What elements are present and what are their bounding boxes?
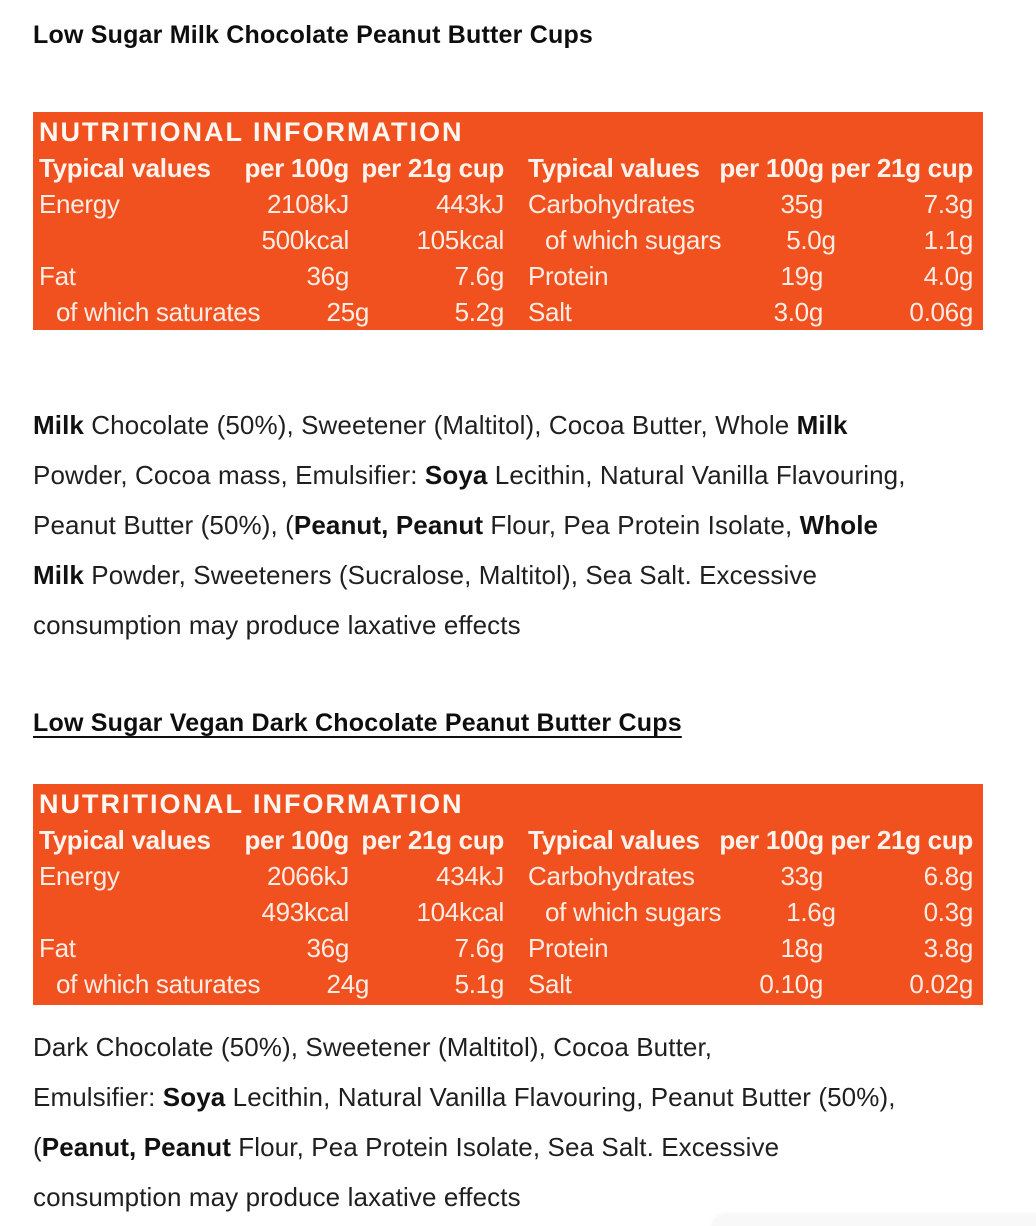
nutrition-value-per-100g: 35g <box>780 189 823 219</box>
nutrition-label: Typical values <box>39 153 211 183</box>
ingredient-text: Chocolate (50%), Sweetener (Maltitol), Cocoa Butter, Whole <box>83 410 797 440</box>
nutrition-column-left <box>39 822 504 1002</box>
ingredient-text: Flour, Pea Protein Isolate, <box>483 510 800 540</box>
nutrition-column-left <box>39 150 504 330</box>
nutrition-label: of which saturates <box>56 969 261 999</box>
nutrition-value-per-cup: 104kcal <box>416 897 504 927</box>
nutrition-value-per-cup: 6.8g <box>923 861 973 891</box>
nutrition-header-row <box>39 150 504 186</box>
nutrition-value-per-100g: 493kcal <box>261 897 349 927</box>
nutrition-label <box>39 894 224 930</box>
nutrition-value-per-100g: 19g <box>780 261 823 291</box>
nutrition-value-per-cup: 4.0g <box>923 261 973 291</box>
nutrition-grid <box>39 822 973 1002</box>
nutrition-row <box>39 966 504 1002</box>
ingredient-text: Lecithin, Natural Vanilla Flavouring, <box>487 460 906 490</box>
nutrition-value-per-cup: per 21g cup <box>830 153 973 183</box>
nutrition-row <box>39 258 504 294</box>
ingredient-text: Peanut Butter (50%), ( <box>33 510 294 540</box>
nutrition-label: Energy <box>39 189 120 219</box>
allergen-emphasis-text: Milk <box>796 410 848 440</box>
nutrition-label: Typical values <box>528 153 700 183</box>
nutrition-column-right <box>528 822 973 1002</box>
nutrition-row <box>528 966 973 1002</box>
allergen-emphasis-text: Milk <box>33 410 84 440</box>
ingredients-vegan-dark-chocolate <box>33 1022 1008 1222</box>
nutrition-value-per-cup: 434kJ <box>436 861 504 891</box>
nutrition-value-per-100g: 33g <box>780 861 823 891</box>
nutrition-label: Salt <box>528 297 572 327</box>
nutrition-value-per-100g: 1.6g <box>786 897 836 927</box>
nutrition-value-per-100g: per 100g <box>719 825 824 855</box>
nutrition-label: Typical values <box>528 825 700 855</box>
nutrition-label: Carbohydrates <box>528 189 695 219</box>
allergen-emphasis-text: Milk <box>33 560 84 590</box>
ingredient-text: Lecithin, Natural Vanilla Flavouring, Peanut Butter (50%), <box>225 1082 896 1112</box>
nutrition-header-row <box>528 822 973 858</box>
nutrition-value-per-cup: 0.02g <box>909 969 973 999</box>
nutrition-table-milk-chocolate <box>33 112 983 330</box>
nutrition-header-row <box>528 150 973 186</box>
ingredient-text: Emulsifier: <box>33 1082 163 1112</box>
ingredient-text: ( <box>33 1132 42 1162</box>
nutrition-value-per-cup: 443kJ <box>436 189 504 219</box>
nutrition-value-per-cup: 7.6g <box>454 933 504 963</box>
nutrition-row <box>528 258 973 294</box>
nutrition-column-right <box>528 150 973 330</box>
nutrition-header-row <box>39 822 504 858</box>
nutrition-value-per-100g: 0.10g <box>759 969 823 999</box>
nutrition-label: of which sugars <box>545 225 722 255</box>
nutrition-value-per-cup: 5.1g <box>454 969 504 999</box>
ingredients-milk-chocolate <box>33 400 1008 650</box>
ingredient-text: Powder, Sweeteners (Sucralose, Maltitol), Sea Salt. Excessive <box>83 560 818 590</box>
allergen-emphasis-text: Soya <box>162 1082 226 1112</box>
ingredient-text: consumption may produce laxative effects <box>33 1182 521 1212</box>
nutrition-value-per-100g: 5.0g <box>786 225 836 255</box>
nutrition-row <box>39 186 504 222</box>
nutrition-value-per-cup: 5.2g <box>454 297 504 327</box>
nutrition-value-per-cup: 0.3g <box>923 897 973 927</box>
nutrition-row <box>528 222 973 258</box>
allergen-emphasis-text: Whole <box>799 510 879 540</box>
nutrition-value-per-100g: per 100g <box>244 153 349 183</box>
bottom-partial-overlay <box>712 1215 1036 1226</box>
nutrition-heading: NUTRITIONAL INFORMATION <box>39 117 464 147</box>
allergen-emphasis-text: Peanut, Peanut <box>41 1132 231 1162</box>
nutrition-value-per-100g: 25g <box>326 297 370 327</box>
nutrition-label: Protein <box>528 933 609 963</box>
nutrition-value-per-cup: 3.8g <box>923 933 973 963</box>
nutrition-label: Protein <box>528 261 609 291</box>
nutrition-row <box>528 894 973 930</box>
allergen-emphasis-text: Soya <box>424 460 488 490</box>
nutrition-value-per-cup: 105kcal <box>416 225 504 255</box>
nutrition-value-per-100g: per 100g <box>244 825 349 855</box>
nutrition-value-per-100g: 24g <box>326 969 370 999</box>
nutrition-value-per-100g: 18g <box>780 933 823 963</box>
nutrition-value-per-cup: per 21g cup <box>361 153 504 183</box>
nutrition-row <box>528 858 973 894</box>
product-title-vegan-dark-chocolate: Low Sugar Vegan Dark Chocolate Peanut Butter Cups <box>33 709 682 737</box>
allergen-emphasis-text: Peanut, Peanut <box>293 510 484 540</box>
nutrition-value-per-cup: per 21g cup <box>361 825 504 855</box>
nutrition-value-per-100g: 2066kJ <box>266 861 349 891</box>
nutrition-value-per-cup: 7.6g <box>454 261 504 291</box>
nutrition-row <box>39 294 504 330</box>
nutrition-value-per-100g: 500kcal <box>261 225 349 255</box>
nutrition-value-per-cup: per 21g cup <box>830 825 973 855</box>
nutrition-row <box>39 858 504 894</box>
nutrition-value-per-cup: 1.1g <box>923 225 973 255</box>
nutrition-label: of which saturates <box>56 297 261 327</box>
ingredient-text: Flour, Pea Protein Isolate, Sea Salt. Excessive <box>230 1132 780 1162</box>
nutrition-label: Carbohydrates <box>528 861 695 891</box>
ingredient-text: Powder, Cocoa mass, Emulsifier: <box>33 460 425 490</box>
nutrition-value-per-100g: per 100g <box>719 153 824 183</box>
nutrition-grid <box>39 150 973 330</box>
nutrition-label: Salt <box>528 969 572 999</box>
nutrition-value-per-100g: 36g <box>306 261 349 291</box>
nutrition-value-per-cup: 7.3g <box>923 189 973 219</box>
nutrition-label <box>39 222 224 258</box>
nutrition-label: of which sugars <box>545 897 722 927</box>
ingredient-text: consumption may produce laxative effects <box>33 610 521 640</box>
nutrition-heading: NUTRITIONAL INFORMATION <box>39 789 464 819</box>
nutrition-row <box>39 930 504 966</box>
nutrition-row <box>39 894 504 930</box>
nutrition-value-per-cup: 0.06g <box>909 297 973 327</box>
nutrition-row <box>528 930 973 966</box>
nutrition-row <box>528 186 973 222</box>
nutrition-row <box>39 222 504 258</box>
nutrition-value-per-100g: 2108kJ <box>266 189 349 219</box>
nutrition-label: Energy <box>39 861 120 891</box>
nutrition-value-per-100g: 3.0g <box>773 297 823 327</box>
nutrition-label: Fat <box>39 261 76 291</box>
nutrition-table-vegan-dark-chocolate <box>33 784 983 1005</box>
product-title-milk-chocolate: Low Sugar Milk Chocolate Peanut Butter Cups <box>33 21 594 49</box>
nutrition-value-per-100g: 36g <box>306 933 349 963</box>
ingredient-text: Dark Chocolate (50%), Sweetener (Maltitol), Cocoa Butter, <box>33 1032 713 1062</box>
nutrition-row <box>528 294 973 330</box>
nutrition-label: Typical values <box>39 825 211 855</box>
nutrition-label: Fat <box>39 933 76 963</box>
